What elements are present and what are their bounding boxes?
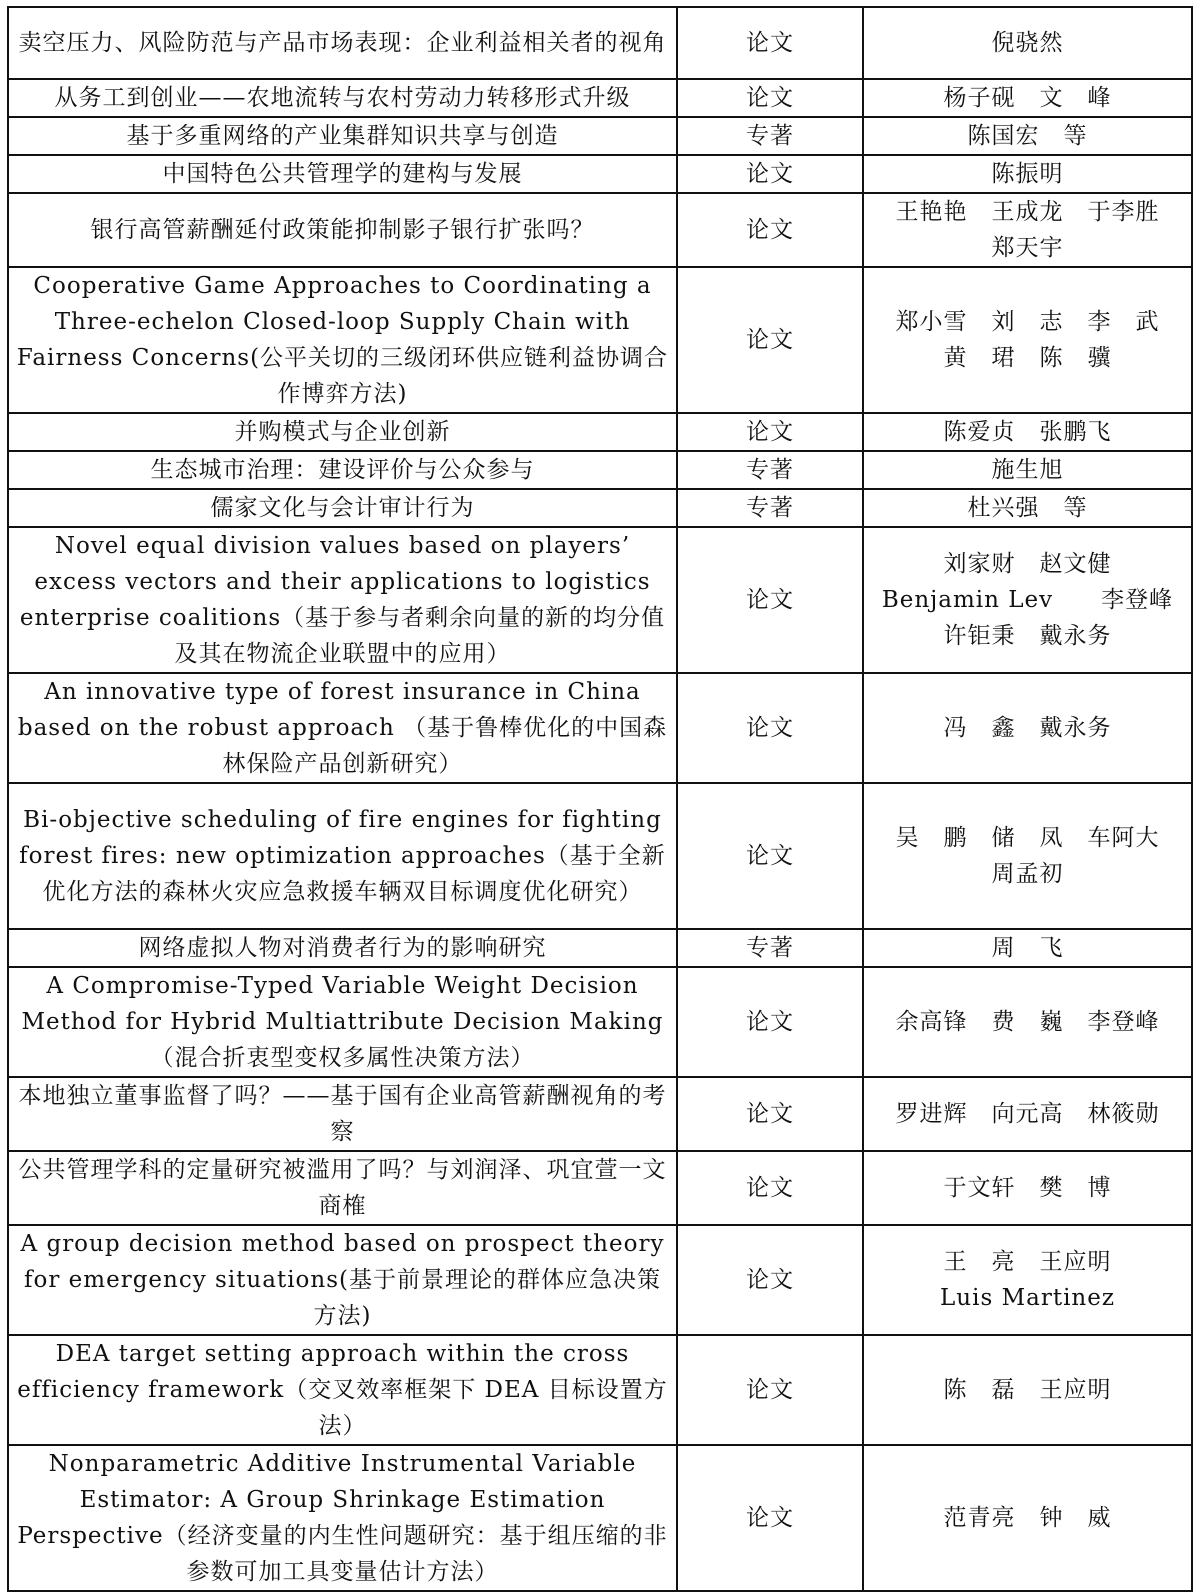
work-type-cell: 专著 xyxy=(677,451,863,489)
table-row xyxy=(8,155,1192,193)
table-row xyxy=(8,267,1192,413)
table-row xyxy=(8,489,1192,527)
work-title-cell: DEA target setting approach within the cross efficiency framework（交叉效率框架下 DEA 目标设置方法） xyxy=(8,1335,677,1445)
awards-table-body xyxy=(8,7,1192,1591)
authors-cell: 杜兴强 等 xyxy=(863,489,1192,527)
work-type-cell: 论文 xyxy=(677,1445,863,1591)
work-type-cell: 论文 xyxy=(677,1077,863,1151)
table-row xyxy=(8,1151,1192,1225)
work-type-cell: 论文 xyxy=(677,7,863,79)
work-title-cell: 银行高管薪酬延付政策能抑制影子银行扩张吗？ xyxy=(8,193,677,267)
authors-cell: 于文轩 樊 博 xyxy=(863,1151,1192,1225)
work-title-cell: 本地独立董事监督了吗？——基于国有企业高管薪酬视角的考察 xyxy=(8,1077,677,1151)
work-title-cell: 并购模式与企业创新 xyxy=(8,413,677,451)
work-title-cell: 基于多重网络的产业集群知识共享与创造 xyxy=(8,117,677,155)
work-type-cell: 论文 xyxy=(677,1225,863,1335)
table-row xyxy=(8,1335,1192,1445)
work-type-cell: 论文 xyxy=(677,783,863,929)
authors-cell: 罗进辉 向元高 林筱勋 xyxy=(863,1077,1192,1151)
work-title-cell: Nonparametric Additive Instrumental Variable Estimator: A Group Shrinkage Estimation Perspective（经济变量的内生性问题研究：基于组压缩的非参数可加工具变量估计方法） xyxy=(8,1445,677,1591)
work-title-cell: A group decision method based on prospect theory for emergency situations(基于前景理论的群体应急决策方法) xyxy=(8,1225,677,1335)
authors-cell: 吴 鹏 储 凤 车阿大 周孟初 xyxy=(863,783,1192,929)
authors-cell: 陈 磊 王应明 xyxy=(863,1335,1192,1445)
table-row xyxy=(8,967,1192,1077)
authors-cell: 刘家财 赵文健 Benjamin Lev 李登峰 许钜秉 戴永务 xyxy=(863,527,1192,673)
work-title-cell: 公共管理学科的定量研究被滥用了吗？与刘润泽、巩宜萱一文商榷 xyxy=(8,1151,677,1225)
work-title-cell: Bi-objective scheduling of fire engines for fighting forest fires: new optimization approaches（基于全新优化方法的森林火灾应急救援车辆双目标调度优化研究） xyxy=(8,783,677,929)
work-title-cell: 从务工到创业——农地流转与农村劳动力转移形式升级 xyxy=(8,79,677,117)
work-title-cell: 网络虚拟人物对消费者行为的影响研究 xyxy=(8,929,677,967)
table-row xyxy=(8,1445,1192,1591)
work-type-cell: 论文 xyxy=(677,1151,863,1225)
work-type-cell: 专著 xyxy=(677,929,863,967)
work-title-cell: 中国特色公共管理学的建构与发展 xyxy=(8,155,677,193)
authors-cell: 陈国宏 等 xyxy=(863,117,1192,155)
table-row xyxy=(8,413,1192,451)
authors-cell: 施生旭 xyxy=(863,451,1192,489)
table-row xyxy=(8,451,1192,489)
work-type-cell: 论文 xyxy=(677,267,863,413)
authors-cell: 杨子砚 文 峰 xyxy=(863,79,1192,117)
authors-cell: 陈爱贞 张鹏飞 xyxy=(863,413,1192,451)
work-title-cell: 生态城市治理：建设评价与公众参与 xyxy=(8,451,677,489)
table-row xyxy=(8,783,1192,929)
table-row xyxy=(8,527,1192,673)
work-title-cell: An innovative type of forest insurance in China based on the robust approach （基于鲁棒优化的中国森林保险产品创新研究） xyxy=(8,673,677,783)
authors-cell: 余高锋 费 巍 李登峰 xyxy=(863,967,1192,1077)
work-type-cell: 论文 xyxy=(677,193,863,267)
table-row xyxy=(8,1077,1192,1151)
work-title-cell: Cooperative Game Approaches to Coordinating a Three-echelon Closed-loop Supply Chain with Fairness Concerns(公平关切的三级闭环供应链利益协调合作博弈方法) xyxy=(8,267,677,413)
awards-table xyxy=(7,6,1193,1592)
table-row xyxy=(8,193,1192,267)
work-title-cell: 儒家文化与会计审计行为 xyxy=(8,489,677,527)
work-title-cell: Novel equal division values based on players’ excess vectors and their applications to logistics enterprise coalitions（基于参与者剩余向量的新的均分值及其在物流企业联盟中的应用） xyxy=(8,527,677,673)
table-row xyxy=(8,7,1192,79)
work-type-cell: 论文 xyxy=(677,155,863,193)
table-row xyxy=(8,117,1192,155)
work-type-cell: 专著 xyxy=(677,117,863,155)
work-type-cell: 论文 xyxy=(677,79,863,117)
work-title-cell: 卖空压力、风险防范与产品市场表现：企业利益相关者的视角 xyxy=(8,7,677,79)
table-row xyxy=(8,673,1192,783)
authors-cell: 周 飞 xyxy=(863,929,1192,967)
table-row xyxy=(8,79,1192,117)
work-type-cell: 论文 xyxy=(677,1335,863,1445)
authors-cell: 郑小雪 刘 志 李 武 黄 珺 陈 骥 xyxy=(863,267,1192,413)
work-type-cell: 论文 xyxy=(677,527,863,673)
authors-cell: 陈振明 xyxy=(863,155,1192,193)
work-type-cell: 论文 xyxy=(677,673,863,783)
table-row xyxy=(8,929,1192,967)
table-row xyxy=(8,1225,1192,1335)
authors-cell: 王 亮 王应明 Luis Martinez xyxy=(863,1225,1192,1335)
authors-cell: 倪骁然 xyxy=(863,7,1192,79)
authors-cell: 王艳艳 王成龙 于李胜 郑天宇 xyxy=(863,193,1192,267)
work-type-cell: 论文 xyxy=(677,967,863,1077)
work-type-cell: 专著 xyxy=(677,489,863,527)
authors-cell: 冯 鑫 戴永务 xyxy=(863,673,1192,783)
work-title-cell: A Compromise-Typed Variable Weight Decision Method for Hybrid Multiattribute Decision Making（混合折衷型变权多属性决策方法） xyxy=(8,967,677,1077)
work-type-cell: 论文 xyxy=(677,413,863,451)
authors-cell: 范青亮 钟 威 xyxy=(863,1445,1192,1591)
